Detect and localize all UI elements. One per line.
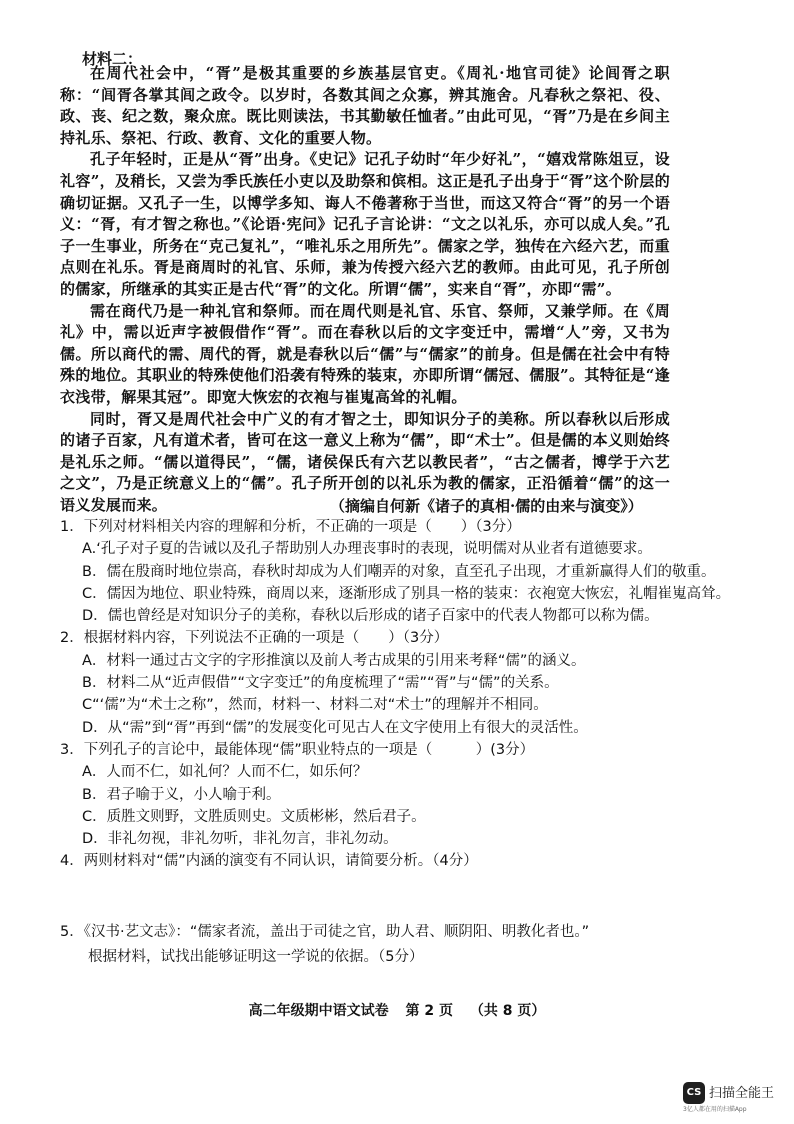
footer-exam-title: 高二年级期中语文试卷	[248, 1003, 389, 1019]
question-5-line-1: 5．《汉书·艺文志》：“儒家者流，盖出于司徒之官，助人君、顺阴阳、明教化者也。”	[60, 924, 590, 940]
question-2-option-d: D．从“需”到“胥”再到“儒”的发展变化可见古人在文字使用上有很大的灵活性。	[82, 719, 588, 736]
material-paragraph-4: 同时，胥又是周代社会中广义的有才智之士，即知识分子的美称。所以春秋以后形成的诸子百家，凡有道术者，皆可在这一意义上称为“儒”，即“术士”。但是儒的本义则始终是礼乐之师。“儒以道得民”，“儒，诸侯保氏有六艺以教民者”，“古之儒者，博学于六艺之文”，乃是正统意义上的“儒”。孔子所开创的以礼乐为教的儒家，正沿循着“儒”的这一语义发展而来。	[60, 409, 670, 514]
scanner-watermark	[683, 1080, 791, 1114]
questions-block	[60, 516, 750, 873]
watermark-tagline: 3亿人都在用的扫描App	[683, 1106, 747, 1113]
question-2-stem: 2．根据材料内容，下列说法不正确的一项是（ ）（3分）	[60, 630, 449, 647]
question-3-option-a: A．人而不仁，如礼何？人而不仁，如乐何？	[82, 764, 368, 781]
question-3-option-b: B．君子喻于义，小人喻于利。	[82, 786, 281, 803]
question-1-option-a: A.‘孔子对子夏的告诫以及孔子帮助别人办理丧事时的表现，说明儒对从业者有道德要求。	[82, 541, 652, 558]
footer-page-number: 第 2 页	[405, 1003, 453, 1019]
camscanner-logo-icon: CS	[683, 1082, 705, 1104]
footer-total-pages: （共 8 页）	[469, 1003, 546, 1019]
question-2-option-b: B．材料二从“近声假借”“文字变迁”的角度梳理了“需”“胥”与“儒”的关系。	[82, 675, 559, 692]
question-3-option-d: D．非礼勿视，非礼勿听，非礼勿言，非礼勿动。	[82, 831, 398, 848]
material-source: （摘编自何新《诸子的真相·儒的由来与演变》）	[330, 497, 643, 515]
material-paragraph-1: 在周代社会中，“胥”是极其重要的乡族基层官吏。《周礼·地官司徒》论闾胥之职称：“闾胥各掌其闾之政令。以岁时，各数其闾之众寡，辨其施舍。凡春秋之祭祀、役、政、丧、纪之数，聚众庶。既比则读法，书其勤敏任恤者。”由此可见，“胥”乃是在乡间主持礼乐、祭祀、行政、教育、文化的重要人物。	[60, 64, 670, 147]
question-1-stem: 1．下列对材料相关内容的理解和分析，不正确的一项是（ ）（3分）	[60, 519, 521, 535]
question-3-stem: 3．下列孔子的言论中，最能体现“儒”职业特点的一项是（ ）(3分）	[60, 741, 535, 758]
question-1-option-b: B．儒在殷商时地位崇高，春秋时却成为人们嘲弄的对象，直至孔子出现，才重新赢得人们的敬重。	[82, 563, 716, 580]
material-body	[60, 63, 670, 516]
material-paragraph-3: 需在商代乃是一种礼官和祭师。而在周代则是礼官、乐官、祭师，又兼学师。在《周礼》中，需以近声字被假借作“胥”。而在春秋以后的文字变迁中，需增“人”旁，又书为儒。所以商代的需、周代的胥，就是春秋以后“儒”与“儒家”的前身。但是儒在社会中有特殊的地位。其职业的特殊使他们沿袭有特殊的装束，亦即所谓“儒冠、儒服”。其特征是“逢衣浅带，解果其冠”。即宽大恢宏的衣袍与崔嵬高耸的礼帽。	[60, 301, 670, 406]
page-footer	[0, 1000, 794, 1020]
question-3-option-c: C．质胜文则野，文胜质则史。文质彬彬，然后君子。	[82, 808, 426, 825]
question-5-line-2: 根据材料，试找出能够证明这一学说的依据。（5分）	[88, 949, 424, 965]
question-5	[60, 920, 750, 970]
question-2-option-c: C“‘儒”为“术士之称”，然而，材料一、材料二对“术士”的理解并不相同。	[82, 697, 548, 714]
material-title: 材料二：	[82, 50, 143, 68]
question-2-option-a: A．材料一通过古文字的字形推演以及前人考古成果的引用来考释“儒”的涵义。	[82, 652, 586, 669]
question-4-stem: 4．两则材料对“儒”内涵的演变有不同认识，请简要分析。（4分）	[60, 853, 478, 870]
watermark-app-name: 扫描全能王	[709, 1086, 775, 1101]
question-1-option-c: C．儒因为地位、职业特殊，商周以来，逐渐形成了别具一格的装束：衣袍宽大恢宏，礼帽崔嵬高耸。	[82, 585, 731, 602]
question-1-option-d: D．儒也曾经是对知识分子的美称，春秋以后形成的诸子百家中的代表人物都可以称为儒。	[82, 608, 659, 625]
material-paragraph-2: 孔子年轻时，正是从“胥”出身。《史记》记孔子幼时“年少好礼”，“嬉戏常陈俎豆，设礼容”，及稍长，又尝为季氏族任小吏以及助祭和傧相。这正是孔子出身于“胥”这个阶层的确切证据。又孔子一生，以博学多知、诲人不倦著称于当世，而这又符合“胥”的另一个语义：“胥，有才智之称也。”《论语·宪问》记孔子言论讲：“文之以礼乐，亦可以成人矣。”孔子一生事业，所务在“克己复礼”，“唯礼乐之用所先”。儒家之学，独传在六经六艺，而重点则在礼乐。胥是商周时的礼官、乐师，兼为传授六经六艺的教师。由此可见，孔子所创的儒家，所继承的其实正是古代“胥”的文化。所谓“儒”，实来自“胥”，亦即“需”。	[60, 150, 670, 298]
